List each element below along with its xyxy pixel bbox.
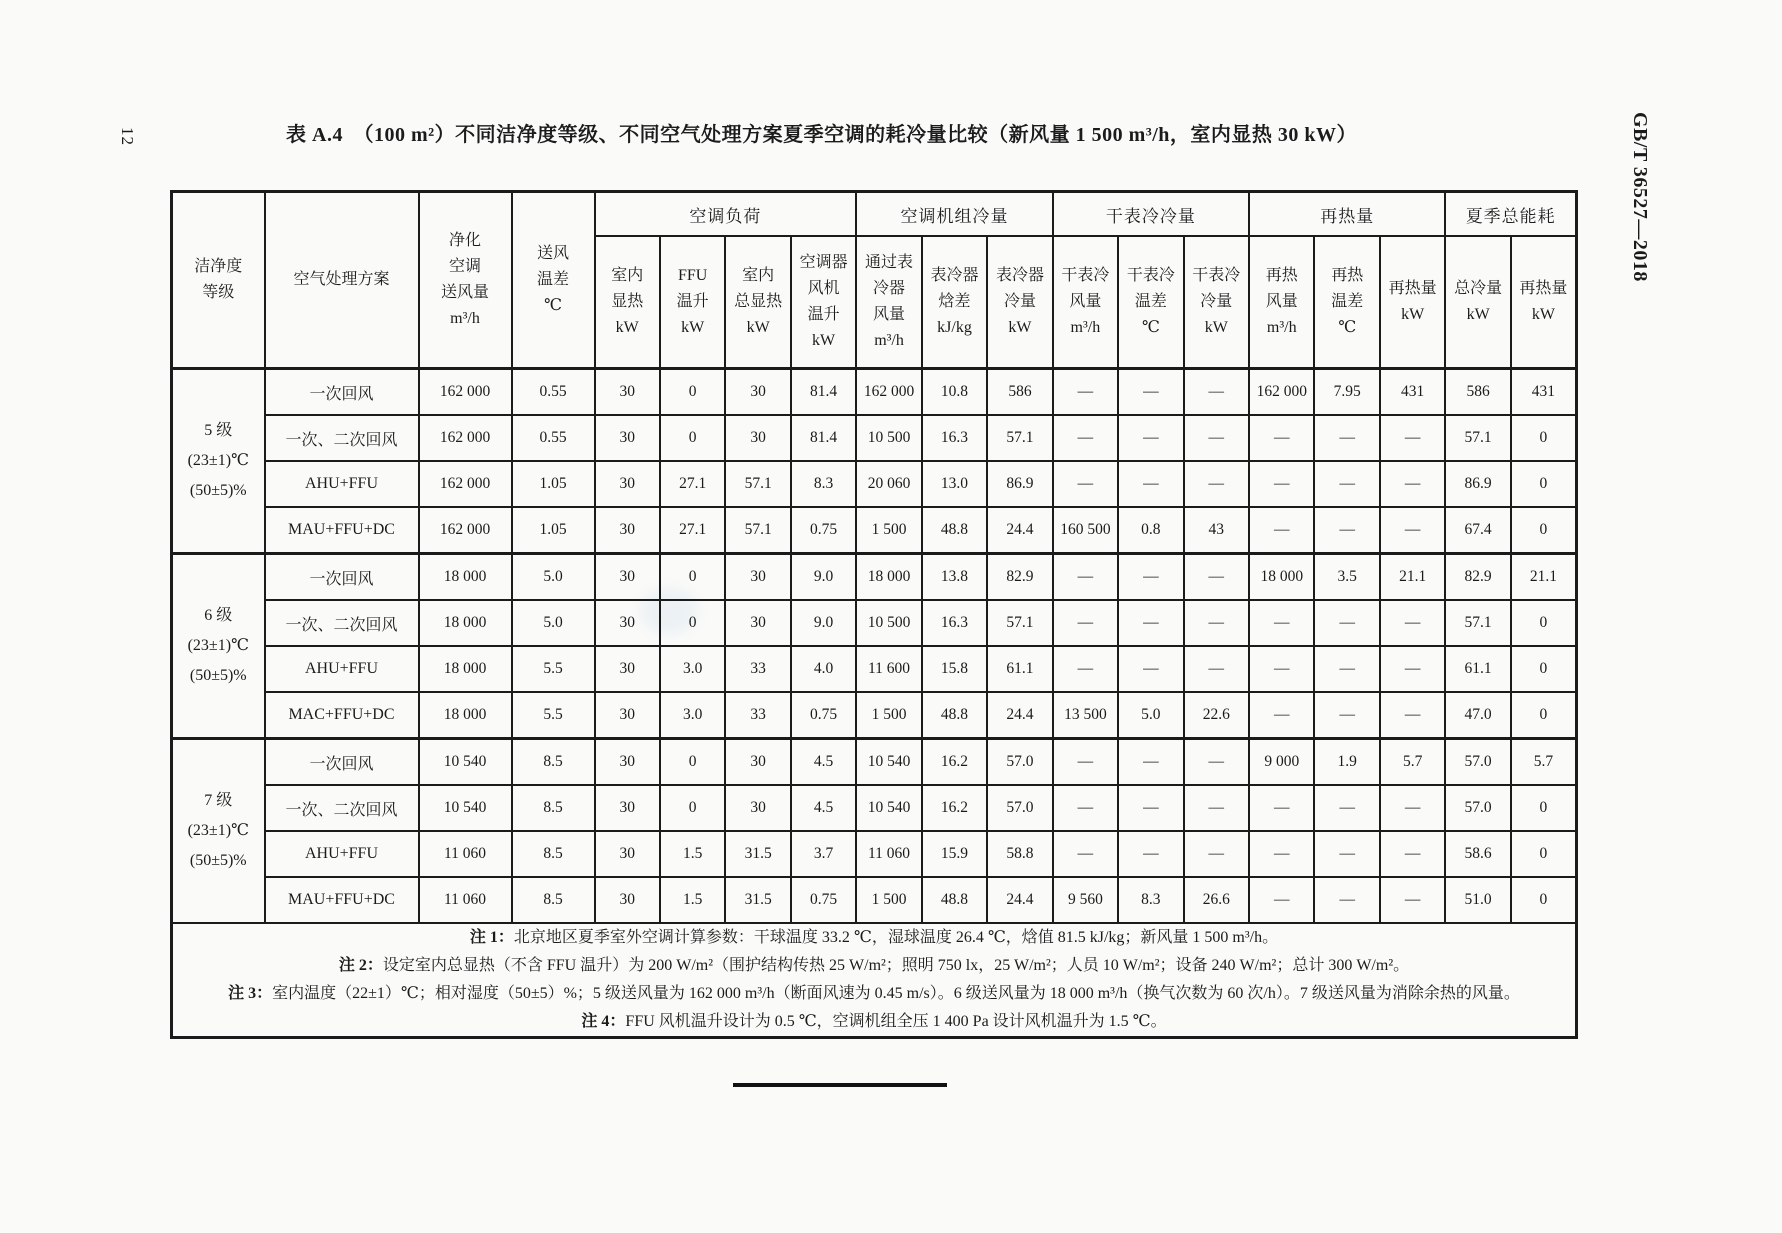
value-cell: — bbox=[1053, 739, 1118, 786]
value-cell: 0 bbox=[1511, 785, 1577, 831]
value-cell: 27.1 bbox=[660, 461, 725, 507]
column-header: FFU 温升 kW bbox=[660, 236, 725, 369]
value-cell: 57.1 bbox=[987, 415, 1052, 461]
value-cell: 431 bbox=[1380, 369, 1445, 416]
value-cell: 57.1 bbox=[725, 507, 790, 554]
value-cell: 586 bbox=[987, 369, 1052, 416]
value-cell: — bbox=[1380, 415, 1445, 461]
value-cell: 8.3 bbox=[791, 461, 856, 507]
value-cell: — bbox=[1314, 692, 1379, 739]
group-header: 再热量 bbox=[1249, 192, 1445, 237]
scheme-cell: 一次、二次回风 bbox=[265, 415, 419, 461]
value-cell: 27.1 bbox=[660, 507, 725, 554]
value-cell: — bbox=[1053, 785, 1118, 831]
value-cell: — bbox=[1249, 831, 1314, 877]
value-cell: 10 500 bbox=[856, 415, 921, 461]
value-cell: 0 bbox=[660, 369, 725, 416]
value-cell: 0.75 bbox=[791, 692, 856, 739]
value-cell: 67.4 bbox=[1445, 507, 1510, 554]
value-cell: 51.0 bbox=[1445, 877, 1510, 923]
value-cell: 0 bbox=[660, 739, 725, 786]
value-cell: 61.1 bbox=[987, 646, 1052, 692]
value-cell: 57.1 bbox=[725, 461, 790, 507]
value-cell: — bbox=[1380, 785, 1445, 831]
note bbox=[173, 924, 1575, 952]
value-cell: 0 bbox=[660, 600, 725, 646]
value-cell: 9.0 bbox=[791, 600, 856, 646]
value-cell: 82.9 bbox=[1445, 554, 1510, 601]
value-cell: — bbox=[1184, 831, 1249, 877]
value-cell: — bbox=[1314, 600, 1379, 646]
column-header: 净化 空调 送风量 m³/h bbox=[419, 192, 512, 369]
value-cell: 431 bbox=[1511, 369, 1577, 416]
table-row bbox=[172, 692, 1577, 739]
table-row bbox=[172, 739, 1577, 786]
column-header: 室内 显热 kW bbox=[595, 236, 660, 369]
table-body bbox=[172, 369, 1577, 1038]
table-row bbox=[172, 461, 1577, 507]
note-label: 注 4： bbox=[581, 1013, 626, 1030]
value-cell: 30 bbox=[725, 739, 790, 786]
value-cell: 30 bbox=[595, 646, 660, 692]
value-cell: 24.4 bbox=[987, 877, 1052, 923]
value-cell: 0 bbox=[1511, 507, 1577, 554]
section-end-rule bbox=[733, 1083, 947, 1087]
column-header: 再热 风量 m³/h bbox=[1249, 236, 1314, 369]
value-cell: 48.8 bbox=[922, 507, 987, 554]
value-cell: 22.6 bbox=[1184, 692, 1249, 739]
standard-code: GB/T 36527—2018 bbox=[1629, 112, 1651, 282]
scheme-cell: 一次、二次回风 bbox=[265, 600, 419, 646]
value-cell: — bbox=[1184, 554, 1249, 601]
value-cell: 57.0 bbox=[1445, 785, 1510, 831]
value-cell: — bbox=[1314, 646, 1379, 692]
note-label: 注 2： bbox=[338, 957, 383, 974]
note bbox=[173, 980, 1575, 1008]
value-cell: 0 bbox=[1511, 646, 1577, 692]
value-cell: — bbox=[1249, 461, 1314, 507]
value-cell: — bbox=[1053, 646, 1118, 692]
group-header: 夏季总能耗 bbox=[1445, 192, 1576, 237]
column-header: 再热量 kW bbox=[1380, 236, 1445, 369]
value-cell: 30 bbox=[595, 461, 660, 507]
value-cell: — bbox=[1314, 461, 1379, 507]
value-cell: 86.9 bbox=[1445, 461, 1510, 507]
note-text: 北京地区夏季室外空调计算参数：干球温度 33.2 ℃，湿球温度 26.4 ℃，焓值 81.5 kJ/kg；新风量 1 500 m³/h。 bbox=[513, 929, 1279, 946]
value-cell: 18 000 bbox=[419, 646, 512, 692]
value-cell: — bbox=[1118, 785, 1183, 831]
value-cell: 3.0 bbox=[660, 646, 725, 692]
column-header: 送风 温差 ℃ bbox=[512, 192, 595, 369]
value-cell: 10 540 bbox=[419, 739, 512, 786]
scheme-cell: 一次、二次回风 bbox=[265, 785, 419, 831]
value-cell: 5.0 bbox=[1118, 692, 1183, 739]
value-cell: 0 bbox=[1511, 877, 1577, 923]
value-cell: 58.6 bbox=[1445, 831, 1510, 877]
value-cell: 10 540 bbox=[856, 785, 921, 831]
value-cell: 8.5 bbox=[512, 739, 595, 786]
value-cell: 3.7 bbox=[791, 831, 856, 877]
value-cell: 30 bbox=[595, 369, 660, 416]
value-cell: 86.9 bbox=[987, 461, 1052, 507]
value-cell: 30 bbox=[595, 554, 660, 601]
value-cell: 16.2 bbox=[922, 785, 987, 831]
value-cell: — bbox=[1184, 461, 1249, 507]
table-header bbox=[172, 192, 1577, 369]
value-cell: 7.95 bbox=[1314, 369, 1379, 416]
value-cell: — bbox=[1314, 415, 1379, 461]
value-cell: — bbox=[1184, 369, 1249, 416]
value-cell: — bbox=[1380, 692, 1445, 739]
value-cell: 0.75 bbox=[791, 877, 856, 923]
value-cell: 0 bbox=[660, 554, 725, 601]
value-cell: 57.1 bbox=[1445, 600, 1510, 646]
value-cell: 16.3 bbox=[922, 600, 987, 646]
value-cell: 162 000 bbox=[419, 461, 512, 507]
value-cell: 16.3 bbox=[922, 415, 987, 461]
value-cell: — bbox=[1380, 461, 1445, 507]
value-cell: — bbox=[1118, 415, 1183, 461]
value-cell: 4.5 bbox=[791, 785, 856, 831]
scheme-cell: MAC+FFU+DC bbox=[265, 692, 419, 739]
value-cell: — bbox=[1053, 415, 1118, 461]
note-text: 室内温度（22±1）℃；相对湿度（50±5）%；5 级送风量为 162 000 m³/h（断面风速为 0.45 m/s）。6 级送风量为 18 000 m³/h（换气次数为 60 次/h）。7 级送风量为消除余热的风量。 bbox=[272, 985, 1520, 1002]
value-cell: 21.1 bbox=[1380, 554, 1445, 601]
value-cell: 9 000 bbox=[1249, 739, 1314, 786]
value-cell: 1.05 bbox=[512, 461, 595, 507]
value-cell: 0.8 bbox=[1118, 507, 1183, 554]
column-header: 空气处理方案 bbox=[265, 192, 419, 369]
column-header: 表冷器 焓差 kJ/kg bbox=[922, 236, 987, 369]
group-header: 空调机组冷量 bbox=[856, 192, 1052, 237]
value-cell: 30 bbox=[725, 600, 790, 646]
value-cell: — bbox=[1118, 461, 1183, 507]
value-cell: 162 000 bbox=[1249, 369, 1314, 416]
value-cell: 8.3 bbox=[1118, 877, 1183, 923]
value-cell: 30 bbox=[725, 785, 790, 831]
value-cell: — bbox=[1053, 369, 1118, 416]
value-cell: 0 bbox=[660, 785, 725, 831]
note-text: 设定室内总显热（不含 FFU 温升）为 200 W/m²（围护结构传热 25 W/m²；照明 750 lx，25 W/m²；人员 10 W/m²；设备 240 W/m²；总计 300 W/m²。 bbox=[382, 957, 1410, 974]
value-cell: 11 060 bbox=[419, 831, 512, 877]
value-cell: 1.5 bbox=[660, 877, 725, 923]
notes-cell bbox=[172, 923, 1577, 1038]
value-cell: 5.5 bbox=[512, 646, 595, 692]
column-header: 表冷器 冷量 kW bbox=[987, 236, 1052, 369]
value-cell: — bbox=[1053, 831, 1118, 877]
value-cell: 4.0 bbox=[791, 646, 856, 692]
value-cell: — bbox=[1053, 554, 1118, 601]
value-cell: 9 560 bbox=[1053, 877, 1118, 923]
header-row-groups bbox=[172, 192, 1577, 237]
value-cell: 4.5 bbox=[791, 739, 856, 786]
column-header: 洁净度 等级 bbox=[172, 192, 265, 369]
value-cell: 18 000 bbox=[419, 554, 512, 601]
value-cell: 1.5 bbox=[660, 831, 725, 877]
value-cell: 0.75 bbox=[791, 507, 856, 554]
page-number: 12 bbox=[118, 127, 137, 146]
value-cell: 13.0 bbox=[922, 461, 987, 507]
value-cell: 15.8 bbox=[922, 646, 987, 692]
value-cell: — bbox=[1249, 646, 1314, 692]
value-cell: 57.0 bbox=[1445, 739, 1510, 786]
value-cell: 31.5 bbox=[725, 831, 790, 877]
value-cell: — bbox=[1118, 739, 1183, 786]
value-cell: — bbox=[1314, 785, 1379, 831]
value-cell: 47.0 bbox=[1445, 692, 1510, 739]
value-cell: 30 bbox=[595, 600, 660, 646]
table-row bbox=[172, 554, 1577, 601]
value-cell: — bbox=[1118, 554, 1183, 601]
value-cell: 5.7 bbox=[1380, 739, 1445, 786]
value-cell: — bbox=[1380, 600, 1445, 646]
value-cell: 61.1 bbox=[1445, 646, 1510, 692]
cleanliness-level-cell: 6 级 (23±1)℃ (50±5)% bbox=[172, 554, 265, 739]
scheme-cell: MAU+FFU+DC bbox=[265, 877, 419, 923]
value-cell: 162 000 bbox=[419, 369, 512, 416]
value-cell: — bbox=[1249, 877, 1314, 923]
value-cell: 1 500 bbox=[856, 507, 921, 554]
table-row bbox=[172, 415, 1577, 461]
value-cell: 18 000 bbox=[1249, 554, 1314, 601]
table-row bbox=[172, 646, 1577, 692]
scheme-cell: 一次回风 bbox=[265, 369, 419, 416]
value-cell: 57.1 bbox=[1445, 415, 1510, 461]
value-cell: 10 500 bbox=[856, 600, 921, 646]
value-cell: — bbox=[1249, 415, 1314, 461]
value-cell: 3.5 bbox=[1314, 554, 1379, 601]
value-cell: 24.4 bbox=[987, 507, 1052, 554]
value-cell: 0 bbox=[660, 415, 725, 461]
value-cell: — bbox=[1249, 692, 1314, 739]
value-cell: — bbox=[1249, 507, 1314, 554]
value-cell: 33 bbox=[725, 692, 790, 739]
note bbox=[173, 952, 1575, 980]
value-cell: 0 bbox=[1511, 461, 1577, 507]
value-cell: — bbox=[1118, 646, 1183, 692]
value-cell: 30 bbox=[595, 785, 660, 831]
value-cell: 5.5 bbox=[512, 692, 595, 739]
note-label: 注 1： bbox=[469, 929, 514, 946]
value-cell: — bbox=[1314, 877, 1379, 923]
value-cell: — bbox=[1314, 831, 1379, 877]
table-row bbox=[172, 877, 1577, 923]
value-cell: 0.55 bbox=[512, 369, 595, 416]
value-cell: 1.05 bbox=[512, 507, 595, 554]
table-row bbox=[172, 831, 1577, 877]
value-cell: 160 500 bbox=[1053, 507, 1118, 554]
value-cell: 15.9 bbox=[922, 831, 987, 877]
table-row bbox=[172, 369, 1577, 416]
value-cell: — bbox=[1249, 785, 1314, 831]
value-cell: — bbox=[1380, 646, 1445, 692]
value-cell: 30 bbox=[595, 692, 660, 739]
value-cell: 8.5 bbox=[512, 831, 595, 877]
value-cell: 16.2 bbox=[922, 739, 987, 786]
value-cell: 31.5 bbox=[725, 877, 790, 923]
table-row bbox=[172, 507, 1577, 554]
value-cell: 21.1 bbox=[1511, 554, 1577, 601]
scheme-cell: AHU+FFU bbox=[265, 461, 419, 507]
table-a4 bbox=[170, 190, 1578, 1039]
value-cell: — bbox=[1380, 831, 1445, 877]
value-cell: 20 060 bbox=[856, 461, 921, 507]
value-cell: 30 bbox=[725, 554, 790, 601]
value-cell: 5.7 bbox=[1511, 739, 1577, 786]
column-header: 干表冷 冷量 kW bbox=[1184, 236, 1249, 369]
note-text: FFU 风机温升设计为 0.5 ℃，空调机组全压 1 400 Pa 设计风机温升为 1.5 ℃。 bbox=[625, 1013, 1167, 1030]
value-cell: 11 060 bbox=[856, 831, 921, 877]
value-cell: 1.9 bbox=[1314, 739, 1379, 786]
column-header: 空调器 风机 温升 kW bbox=[791, 236, 856, 369]
column-header: 干表冷 风量 m³/h bbox=[1053, 236, 1118, 369]
column-header: 干表冷 温差 ℃ bbox=[1118, 236, 1183, 369]
value-cell: 30 bbox=[595, 739, 660, 786]
value-cell: 162 000 bbox=[419, 415, 512, 461]
value-cell: 18 000 bbox=[419, 600, 512, 646]
value-cell: 57.0 bbox=[987, 739, 1052, 786]
scheme-cell: 一次回风 bbox=[265, 554, 419, 601]
value-cell: — bbox=[1053, 600, 1118, 646]
value-cell: 10.8 bbox=[922, 369, 987, 416]
value-cell: 586 bbox=[1445, 369, 1510, 416]
column-header: 通过表 冷器 风量 m³/h bbox=[856, 236, 921, 369]
value-cell: 9.0 bbox=[791, 554, 856, 601]
value-cell: 57.1 bbox=[987, 600, 1052, 646]
group-header: 空调负荷 bbox=[595, 192, 857, 237]
value-cell: 162 000 bbox=[856, 369, 921, 416]
table-row bbox=[172, 785, 1577, 831]
value-cell: 30 bbox=[725, 415, 790, 461]
value-cell: 8.5 bbox=[512, 785, 595, 831]
table-row bbox=[172, 600, 1577, 646]
value-cell: 8.5 bbox=[512, 877, 595, 923]
value-cell: — bbox=[1380, 877, 1445, 923]
value-cell: 0 bbox=[1511, 692, 1577, 739]
group-header: 干表冷冷量 bbox=[1053, 192, 1249, 237]
scheme-cell: MAU+FFU+DC bbox=[265, 507, 419, 554]
column-header: 室内 总显热 kW bbox=[725, 236, 790, 369]
value-cell: 82.9 bbox=[987, 554, 1052, 601]
value-cell: 26.6 bbox=[1184, 877, 1249, 923]
value-cell: 48.8 bbox=[922, 877, 987, 923]
value-cell: — bbox=[1380, 507, 1445, 554]
note-label: 注 3： bbox=[228, 985, 273, 1002]
value-cell: 5.0 bbox=[512, 600, 595, 646]
value-cell: 0 bbox=[1511, 600, 1577, 646]
value-cell: 30 bbox=[595, 507, 660, 554]
value-cell: 13 500 bbox=[1053, 692, 1118, 739]
cleanliness-level-cell: 5 级 (23±1)℃ (50±5)% bbox=[172, 369, 265, 554]
value-cell: — bbox=[1184, 646, 1249, 692]
value-cell: 18 000 bbox=[856, 554, 921, 601]
value-cell: 48.8 bbox=[922, 692, 987, 739]
value-cell: — bbox=[1118, 369, 1183, 416]
column-header: 再热量 kW bbox=[1511, 236, 1577, 369]
value-cell: 11 060 bbox=[419, 877, 512, 923]
value-cell: 58.8 bbox=[987, 831, 1052, 877]
value-cell: — bbox=[1118, 600, 1183, 646]
value-cell: 3.0 bbox=[660, 692, 725, 739]
value-cell: 81.4 bbox=[791, 369, 856, 416]
value-cell: 0 bbox=[1511, 831, 1577, 877]
value-cell: — bbox=[1053, 461, 1118, 507]
cleanliness-level-cell: 7 级 (23±1)℃ (50±5)% bbox=[172, 739, 265, 924]
value-cell: 81.4 bbox=[791, 415, 856, 461]
scheme-cell: AHU+FFU bbox=[265, 646, 419, 692]
notes-row bbox=[172, 923, 1577, 1038]
value-cell: — bbox=[1184, 600, 1249, 646]
value-cell: 33 bbox=[725, 646, 790, 692]
value-cell: 10 540 bbox=[856, 739, 921, 786]
value-cell: 162 000 bbox=[419, 507, 512, 554]
value-cell: — bbox=[1314, 507, 1379, 554]
value-cell: — bbox=[1184, 415, 1249, 461]
value-cell: 1 500 bbox=[856, 877, 921, 923]
value-cell: — bbox=[1184, 785, 1249, 831]
value-cell: 0 bbox=[1511, 415, 1577, 461]
value-cell: 0.55 bbox=[512, 415, 595, 461]
value-cell: 24.4 bbox=[987, 692, 1052, 739]
note bbox=[173, 1008, 1575, 1036]
value-cell: 18 000 bbox=[419, 692, 512, 739]
table-title: 表 A.4 （100 m²）不同洁净度等级、不同空气处理方案夏季空调的耗冷量比较（新风量 1 500 m³/h，室内显热 30 kW） bbox=[286, 124, 1358, 146]
value-cell: 13.8 bbox=[922, 554, 987, 601]
value-cell: 30 bbox=[595, 831, 660, 877]
value-cell: 30 bbox=[595, 415, 660, 461]
value-cell: 1 500 bbox=[856, 692, 921, 739]
value-cell: — bbox=[1118, 831, 1183, 877]
value-cell: 5.0 bbox=[512, 554, 595, 601]
value-cell: 30 bbox=[595, 877, 660, 923]
value-cell: 30 bbox=[725, 369, 790, 416]
scheme-cell: 一次回风 bbox=[265, 739, 419, 786]
value-cell: 11 600 bbox=[856, 646, 921, 692]
value-cell: 10 540 bbox=[419, 785, 512, 831]
scheme-cell: AHU+FFU bbox=[265, 831, 419, 877]
value-cell: — bbox=[1249, 600, 1314, 646]
value-cell: 57.0 bbox=[987, 785, 1052, 831]
column-header: 再热 温差 ℃ bbox=[1314, 236, 1379, 369]
value-cell: 43 bbox=[1184, 507, 1249, 554]
value-cell: — bbox=[1184, 739, 1249, 786]
column-header: 总冷量 kW bbox=[1445, 236, 1510, 369]
